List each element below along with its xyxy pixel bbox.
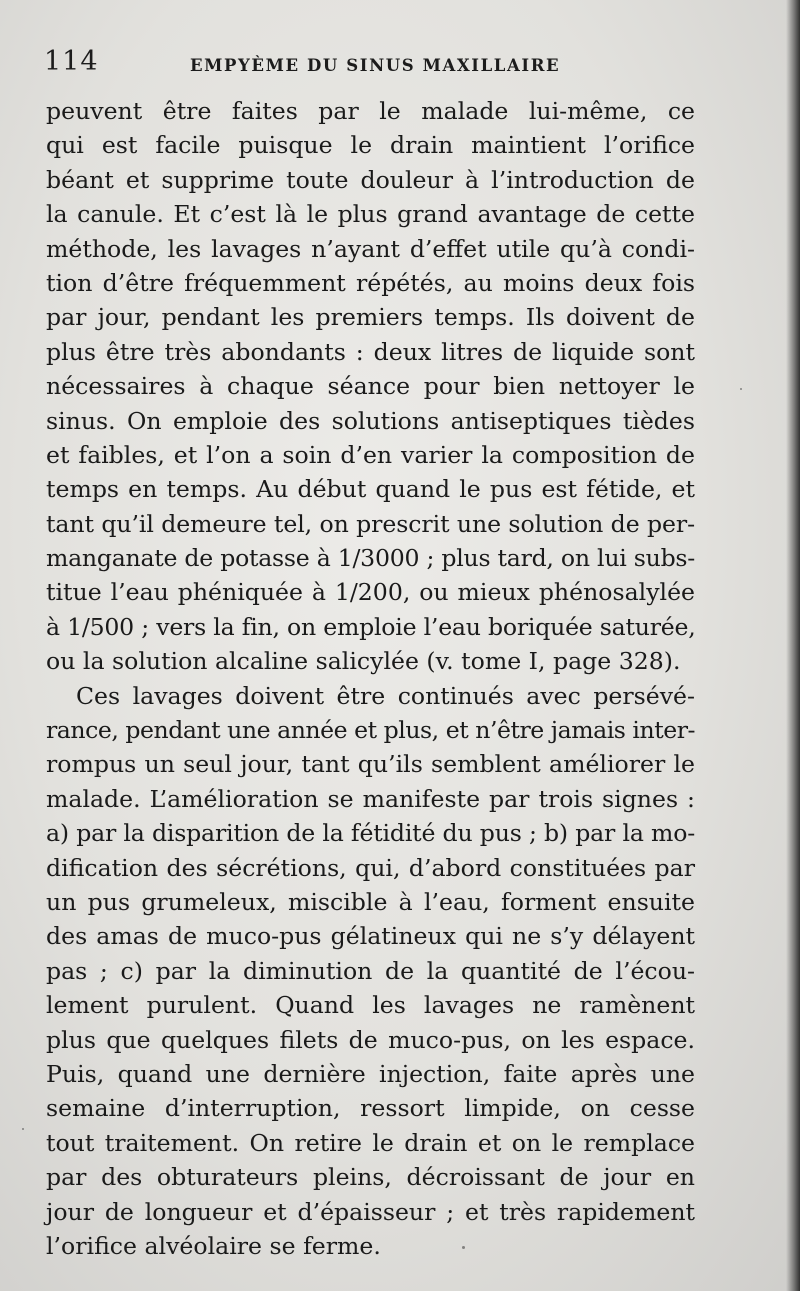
text-line: à 1/500 ; vers la fin, on emploie l’eau boriquée saturée,	[46, 612, 696, 641]
text-line: peuvent être faites par le malade lui-même, ce	[46, 97, 695, 125]
text-line: par jour, pendant les premiers temps. Ils doivent de	[46, 303, 695, 332]
text-line: et faibles, et l’on a soin d’en varier la composition de	[46, 440, 695, 469]
binding-shadow	[786, 0, 800, 1291]
text-line: semaine d’interruption, ressort limpide, on cesse	[46, 1094, 695, 1123]
paragraph	[46, 679, 695, 1264]
text-line: tion d’être fréquemment répétés, au moins deux fois	[46, 268, 695, 297]
text-line: plus être très abondants : deux litres de liquide sont	[46, 337, 695, 366]
page-header	[44, 44, 704, 84]
text-line: ou la solution alcaline salicylée (v. tome I, page 328).	[46, 647, 681, 676]
text-line: béant et supprime toute douleur à l’introduction de	[46, 165, 695, 194]
text-line: tout traitement. On retire le drain et on le remplace	[46, 1128, 695, 1157]
text-line: méthode, les lavages n’ayant d’effet utile qu’à condi-	[46, 234, 695, 263]
text-line: plus que quelques filets de muco-pus, on les espace.	[46, 1025, 695, 1054]
text-line: manganate de potasse à 1/3000 ; plus tard, on lui subs-	[46, 544, 695, 573]
text-line: jour de longueur et d’épaisseur ; et très rapidement	[46, 1197, 695, 1226]
text-line: nécessaires à chaque séance pour bien nettoyer le	[46, 372, 695, 401]
text-line: par des obturateurs pleins, décroissant de jour en	[46, 1163, 695, 1192]
running-head: EMPYÈME DU SINUS MAXILLAIRE	[190, 56, 561, 75]
text-line: dification des sécrétions, qui, d’abord constituées par	[46, 853, 695, 882]
paragraph	[46, 94, 695, 679]
page-number: 114	[44, 46, 99, 77]
text-line: la canule. Et c’est là le plus grand avantage de cette	[46, 200, 695, 229]
print-speck	[740, 388, 742, 390]
text-line: l’orifice alvéolaire se ferme.	[46, 1231, 381, 1260]
print-speck	[462, 1246, 465, 1249]
text-line: Ces lavages doivent être continués avec persévé-	[76, 681, 695, 710]
text-line: lement purulent. Quand les lavages ne ramènent	[46, 991, 695, 1020]
text-line: a) par la disparition de la fétidité du pus ; b) par la mo-	[46, 819, 695, 848]
text-line: sinus. On emploie des solutions antiseptiques tièdes	[46, 406, 695, 435]
print-speck	[22, 1128, 24, 1130]
text-line: rance, pendant une année et plus, et n’être jamais inter-	[46, 716, 695, 745]
text-line: qui est facile puisque le drain maintient l’orifice	[46, 131, 695, 160]
text-line: malade. L’amélioration se manifeste par trois signes :	[46, 784, 695, 813]
text-line: Puis, quand une dernière injection, faite après une	[46, 1059, 695, 1088]
text-line: pas ; c) par la diminution de la quantité de l’écou-	[46, 956, 695, 985]
body-text	[46, 94, 695, 1263]
text-line: temps en temps. Au début quand le pus est fétide, et	[46, 475, 695, 504]
text-line: tant qu’il demeure tel, on prescrit une solution de per-	[46, 509, 695, 538]
text-line: un pus grumeleux, miscible à l’eau, forment ensuite	[46, 887, 695, 916]
text-line: des amas de muco-pus gélatineux qui ne s’y délayent	[46, 922, 695, 951]
text-line: rompus un seul jour, tant qu’ils semblent améliorer le	[46, 750, 695, 779]
text-line: titue l’eau phéniquée à 1/200, ou mieux phénosalylée	[46, 578, 695, 607]
